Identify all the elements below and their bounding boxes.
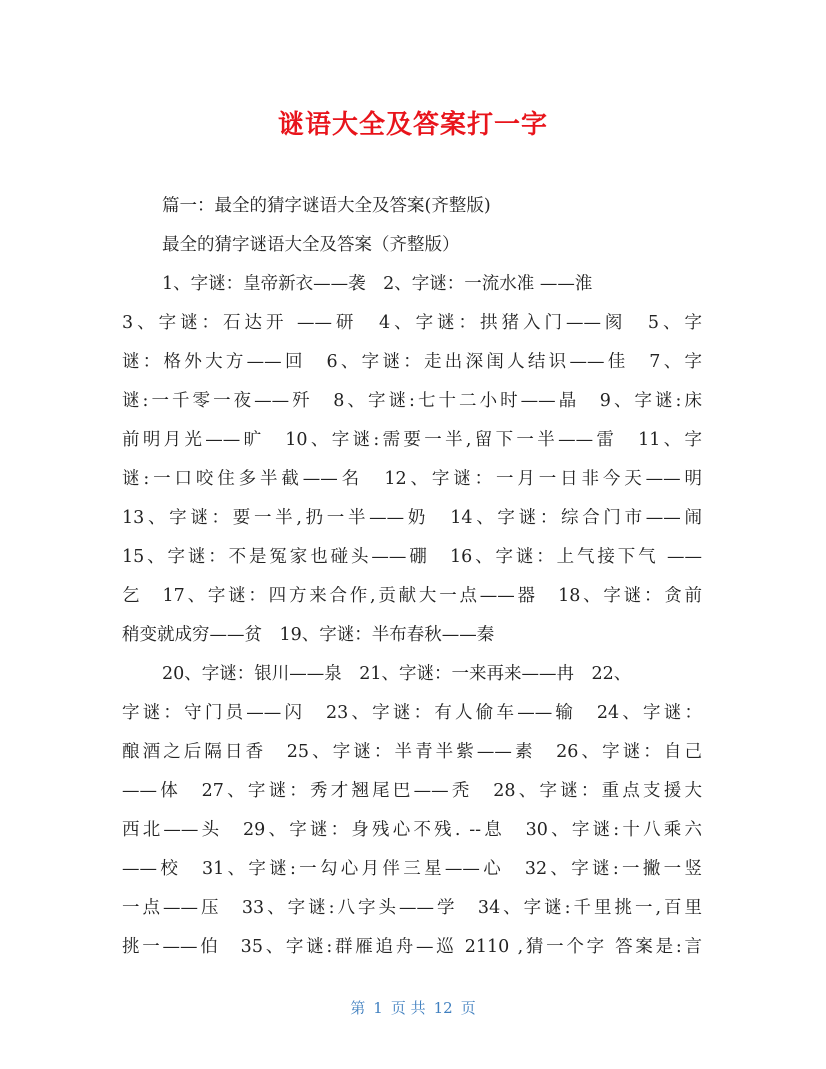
- text-line: 前明月光——旷 10、字谜:需要一半,留下一半——雷 11、字: [122, 430, 702, 450]
- text-line: 最全的猜字谜语大全及答案（齐整版）: [162, 235, 460, 255]
- footer-prefix: 第: [350, 999, 366, 1017]
- footer-middle: 页 共: [390, 999, 426, 1017]
- text-line: 1、字谜：皇帝新衣——袭 2、字谜：一流水准 ——淮: [162, 274, 593, 294]
- text-line: 篇一：最全的猜字谜语大全及答案(齐整版): [162, 196, 491, 216]
- text-line: ——校 31、字谜:一勾心月伴三星——心 32、字谜:一撇一竖: [122, 859, 702, 879]
- text-line: 20、字谜：银川——泉 21、字谜：一来再来——冉 22、: [162, 664, 632, 684]
- footer-suffix: 页: [460, 999, 476, 1017]
- text-line: 字谜：守门员——闪 23、字谜：有人偷车——输 24、字谜：: [122, 703, 702, 723]
- text-line: 3、字谜：石达开 ——研 4、字谜：拱猪入门——阂 5、字: [122, 313, 702, 333]
- text-line: 西北——头 29、字谜：身残心不残. --息 30、字谜:十八乘六: [122, 820, 702, 840]
- text-line: 一点——压 33、字谜:八字头——学 34、字谜:千里挑一,百里: [122, 898, 702, 918]
- footer-total-pages: 12: [433, 999, 453, 1017]
- document-body: [122, 187, 702, 967]
- text-line: 谜：格外大方——回 6、字谜：走出深闺人结识——佳 7、字: [122, 352, 702, 372]
- text-line: 谜:一口咬住多半截——名 12、字谜：一月一日非今天——明: [122, 469, 702, 489]
- text-line: 13、字谜：要一半,扔一半——奶 14、字谜：综合门市——闹: [122, 508, 702, 528]
- footer-page-number: 1: [373, 999, 383, 1017]
- text-line: 谜:一千零一夜——歼 8、字谜:七十二小时——晶 9、字谜:床: [122, 391, 702, 411]
- page-title: 谜语大全及答案打一字: [277, 110, 548, 140]
- page-footer: [0, 997, 826, 1018]
- text-line: 酿酒之后隔日香 25、字谜：半青半紫——素 26、字谜：自己: [122, 742, 702, 762]
- text-line: 15、字谜：不是冤家也碰头——硼 16、字谜：上气接下气 ——: [122, 547, 702, 567]
- text-line: 乞 17、字谜：四方来合作,贡献大一点——器 18、字谜：贪前: [122, 586, 702, 606]
- text-line: ——体 27、字谜：秀才翘尾巴——秃 28、字谜：重点支援大: [122, 781, 702, 801]
- text-line: 稍变就成穷——贫 19、字谜：半布春秋——秦: [122, 625, 495, 645]
- text-line: 挑一——伯 35、字谜:群雁追舟—巡 2110 ,猜一个字 答案是:言: [122, 937, 702, 957]
